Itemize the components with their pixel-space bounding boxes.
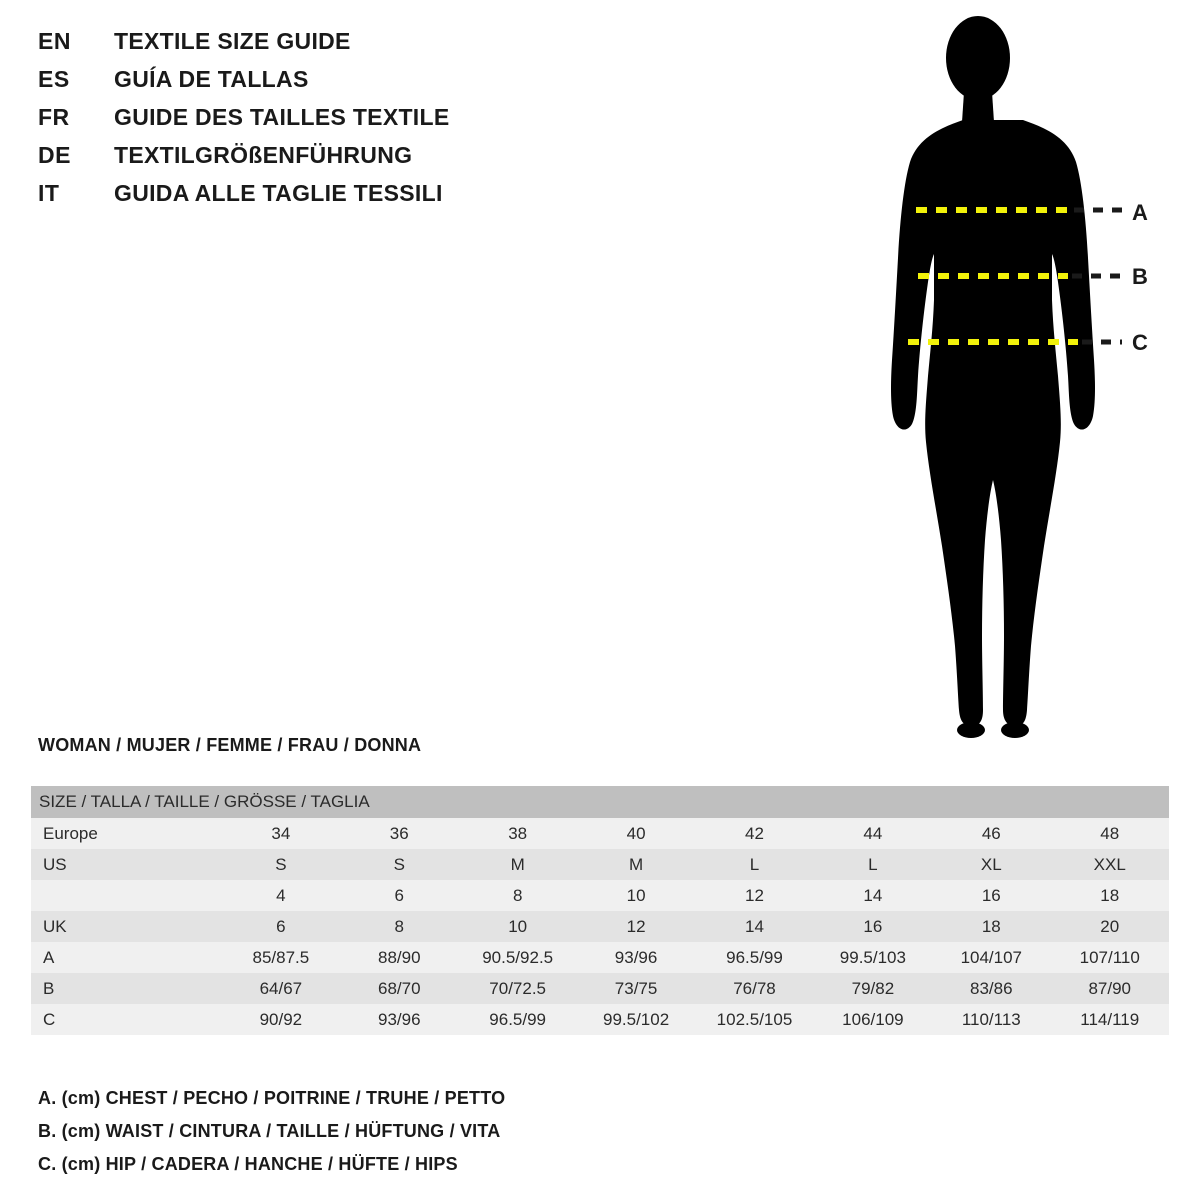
title-lang-it: IT <box>38 180 60 206</box>
row-label-us: US <box>31 849 222 880</box>
cell: 114/119 <box>1051 1004 1170 1035</box>
cell: 90/92 <box>222 1004 340 1035</box>
cell: 70/72.5 <box>458 973 576 1004</box>
cell: M <box>458 849 576 880</box>
table-header-cell: SIZE / TALLA / TAILLE / GRÖSSE / TAGLIA <box>31 786 1169 818</box>
cell: 16 <box>814 911 932 942</box>
cell: 93/96 <box>340 1004 458 1035</box>
title-lang-de: DE <box>38 142 71 168</box>
footnotes <box>38 1088 838 1187</box>
measure-label-a: A <box>1132 200 1148 225</box>
cell: 83/86 <box>932 973 1050 1004</box>
cell: 99.5/103 <box>814 942 932 973</box>
cell: 36 <box>340 818 458 849</box>
title-text-de: TEXTILGRÖßENFÜHRUNG <box>114 142 413 168</box>
cell: 8 <box>458 880 576 911</box>
cell: 12 <box>695 880 813 911</box>
row-label-c: C <box>31 1004 222 1035</box>
cell: 44 <box>814 818 932 849</box>
table-row <box>31 880 1169 911</box>
row-label-us-numeric <box>31 880 222 911</box>
table-row <box>31 1004 1169 1035</box>
size-table <box>31 786 1169 1035</box>
footnote-b: B. (cm) WAIST / CINTURA / TAILLE / HÜFTUNG / VITA <box>38 1121 501 1141</box>
cell: 46 <box>932 818 1050 849</box>
cell: 18 <box>1051 880 1170 911</box>
cell: 73/75 <box>577 973 695 1004</box>
measure-label-c: C <box>1132 330 1148 355</box>
cell: 6 <box>222 911 340 942</box>
table-row <box>31 942 1169 973</box>
cell: 96.5/99 <box>458 1004 576 1035</box>
title-row-de <box>38 142 638 174</box>
row-label-b: B <box>31 973 222 1004</box>
cell: XL <box>932 849 1050 880</box>
cell: 104/107 <box>932 942 1050 973</box>
row-label-uk: UK <box>31 911 222 942</box>
title-lang-en: EN <box>38 28 71 54</box>
cell: 14 <box>695 911 813 942</box>
cell: 93/96 <box>577 942 695 973</box>
title-text-es: GUÍA DE TALLAS <box>114 66 309 92</box>
table-row <box>31 849 1169 880</box>
table-row <box>31 818 1169 849</box>
cell: 4 <box>222 880 340 911</box>
cell: 20 <box>1051 911 1170 942</box>
title-row-en <box>38 28 638 60</box>
cell: 6 <box>340 880 458 911</box>
cell: 10 <box>577 880 695 911</box>
cell: L <box>814 849 932 880</box>
cell: L <box>695 849 813 880</box>
cell: 76/78 <box>695 973 813 1004</box>
title-block <box>38 28 638 218</box>
cell: 14 <box>814 880 932 911</box>
size-table-wrapper <box>31 786 1169 1035</box>
row-label-a: A <box>31 942 222 973</box>
title-row-fr <box>38 104 638 136</box>
cell: 96.5/99 <box>695 942 813 973</box>
cell: 102.5/105 <box>695 1004 813 1035</box>
cell: 64/67 <box>222 973 340 1004</box>
table-row <box>31 973 1169 1004</box>
cell: 40 <box>577 818 695 849</box>
cell: S <box>222 849 340 880</box>
footnote-c: C. (cm) HIP / CADERA / HANCHE / HÜFTE / HIPS <box>38 1154 458 1174</box>
title-text-en: TEXTILE SIZE GUIDE <box>114 28 351 54</box>
footnote-a: A. (cm) CHEST / PECHO / POITRINE / TRUHE / PETTO <box>38 1088 506 1108</box>
cell: 90.5/92.5 <box>458 942 576 973</box>
cell: 38 <box>458 818 576 849</box>
cell: 85/87.5 <box>222 942 340 973</box>
cell: 68/70 <box>340 973 458 1004</box>
cell: 48 <box>1051 818 1170 849</box>
cell: 110/113 <box>932 1004 1050 1035</box>
cell: 18 <box>932 911 1050 942</box>
cell: M <box>577 849 695 880</box>
table-row <box>31 911 1169 942</box>
title-lang-fr: FR <box>38 104 70 130</box>
cell: 99.5/102 <box>577 1004 695 1035</box>
cell: 10 <box>458 911 576 942</box>
row-label-europe: Europe <box>31 818 222 849</box>
cell: 16 <box>932 880 1050 911</box>
cell: 42 <box>695 818 813 849</box>
cell: 107/110 <box>1051 942 1170 973</box>
cell: 106/109 <box>814 1004 932 1035</box>
cell: 79/82 <box>814 973 932 1004</box>
cell: 8 <box>340 911 458 942</box>
cell: S <box>340 849 458 880</box>
measure-label-b: B <box>1132 264 1148 289</box>
figure-diagram <box>860 10 1190 750</box>
woman-silhouette-icon <box>860 10 1190 750</box>
cell: 34 <box>222 818 340 849</box>
cell: 12 <box>577 911 695 942</box>
title-lang-es: ES <box>38 66 70 92</box>
cell: 88/90 <box>340 942 458 973</box>
title-text-it: GUIDA ALLE TAGLIE TESSILI <box>114 180 443 206</box>
table-header-row <box>31 786 1169 818</box>
title-row-es <box>38 66 638 98</box>
cell: XXL <box>1051 849 1170 880</box>
title-row-it <box>38 180 638 212</box>
cell: 87/90 <box>1051 973 1170 1004</box>
section-heading-woman: WOMAN / MUJER / FEMME / FRAU / DONNA <box>38 735 422 755</box>
title-text-fr: GUIDE DES TAILLES TEXTILE <box>114 104 450 130</box>
